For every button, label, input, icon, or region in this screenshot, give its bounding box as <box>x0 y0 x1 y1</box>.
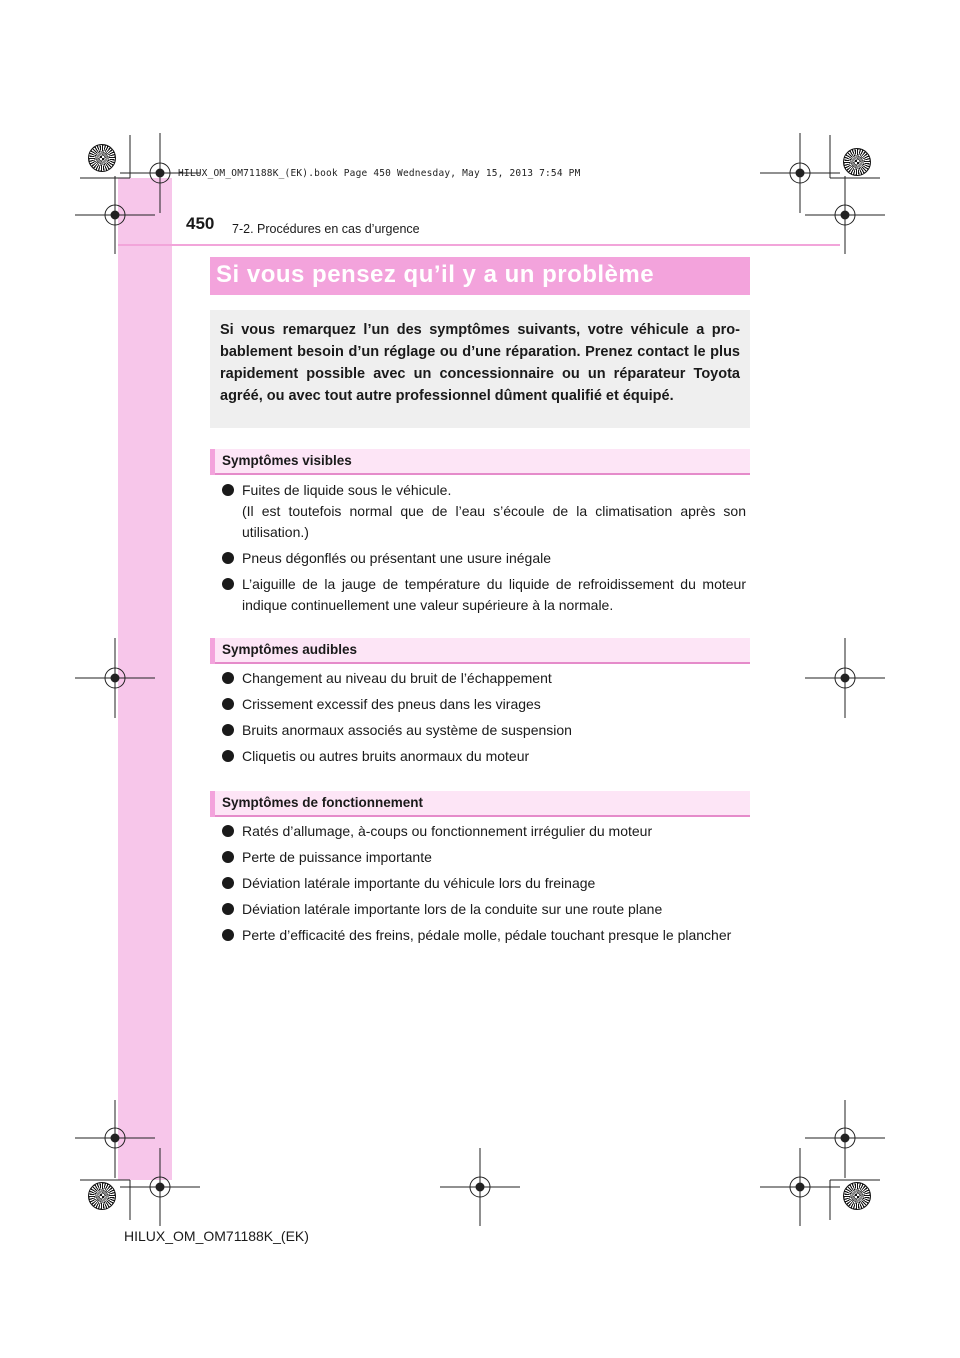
list-item <box>222 694 746 715</box>
page-number: 450 <box>186 214 215 233</box>
bullet-icon <box>222 578 234 590</box>
bullet-icon <box>222 877 234 889</box>
page-title-bar <box>210 257 750 295</box>
list-item <box>222 548 746 569</box>
subheading-label: Symptômes audibles <box>222 642 358 657</box>
bullet-icon <box>222 750 234 762</box>
audible-symptoms-list <box>222 668 746 772</box>
list-item <box>222 668 746 689</box>
list-item-text: L’aiguille de la jauge de température du liquide de refroidissement du moteur indique continuellement une valeur supérieure à la normale. <box>242 576 746 613</box>
list-item-text: Fuites de liquide sous le véhicule. <box>242 482 452 498</box>
list-item-note: (Il est toutefois normal que de l’eau s’écoule de la climatisation après son utilisation.) <box>242 503 746 540</box>
page-title: Si vous pensez qu’il y a un problème <box>216 261 655 288</box>
list-item <box>222 821 746 842</box>
subheading-visible-symptoms <box>210 449 750 475</box>
list-item-text: Changement au niveau du bruit de l’échappement <box>242 670 552 686</box>
bullet-icon <box>222 903 234 915</box>
registration-star-bottom-left <box>88 1182 116 1210</box>
list-item <box>222 925 746 946</box>
list-item-text: Ratés d’allumage, à-coups ou fonctionnement irrégulier du moteur <box>242 823 653 839</box>
subheading-label: Symptômes de fonctionnement <box>222 795 424 810</box>
list-item-text: Bruits anormaux associés au système de suspension <box>242 722 572 738</box>
bullet-icon <box>222 484 234 496</box>
list-item-text: Crissement excessif des pneus dans les virages <box>242 696 541 712</box>
bullet-icon <box>222 698 234 710</box>
registration-star-top-right <box>843 148 871 176</box>
list-item <box>222 746 746 767</box>
list-item <box>222 847 746 868</box>
subheading-label: Symptômes visibles <box>222 453 352 468</box>
list-item-text: Cliquetis ou autres bruits anormaux du moteur <box>242 748 530 764</box>
list-item-text: Déviation latérale importante lors de la conduite sur une route plane <box>242 901 663 917</box>
manual-code: HILUX_OM_OM71188K_(EK) <box>124 1228 309 1244</box>
operating-symptoms-list <box>222 821 746 951</box>
bullet-icon <box>222 929 234 941</box>
list-item-text: Perte d’efficacité des freins, pédale molle, pédale touchant presque le plancher <box>242 927 732 943</box>
list-item <box>222 480 746 543</box>
intro-box: Si vous remarquez l’un des symptômes suivants, votre véhicule a pro-bablement besoin d’un réglage ou d’une réparation. Prenez contact le plus rapidement possible avec un concessionnaire ou un réparateur Toyota agréé, ou avec tout autre professionnel dûment qualifié et équipé. <box>210 310 750 428</box>
list-item <box>222 720 746 741</box>
bullet-icon <box>222 724 234 736</box>
list-item <box>222 574 746 616</box>
book-stamp: HILUX_OM_OM71188K_(EK).book Page 450 Wednesday, May 15, 2013 7:54 PM <box>178 168 581 179</box>
registration-star-top-left <box>88 144 116 172</box>
subheading-operating-symptoms <box>210 791 750 817</box>
list-item-text: Perte de puissance importante <box>242 849 432 865</box>
registration-star-bottom-right <box>843 1182 871 1210</box>
list-item <box>222 873 746 894</box>
subheading-audible-symptoms <box>210 638 750 664</box>
list-item <box>222 899 746 920</box>
section-reference: 7-2. Procédures en cas d’urgence <box>232 222 420 236</box>
bullet-icon <box>222 672 234 684</box>
bullet-icon <box>222 552 234 564</box>
bullet-icon <box>222 851 234 863</box>
visible-symptoms-list <box>222 480 746 621</box>
bullet-icon <box>222 825 234 837</box>
list-item-text: Déviation latérale importante du véhicule lors du freinage <box>242 875 596 891</box>
list-item-text: Pneus dégonflés ou présentant une usure inégale <box>242 550 552 566</box>
